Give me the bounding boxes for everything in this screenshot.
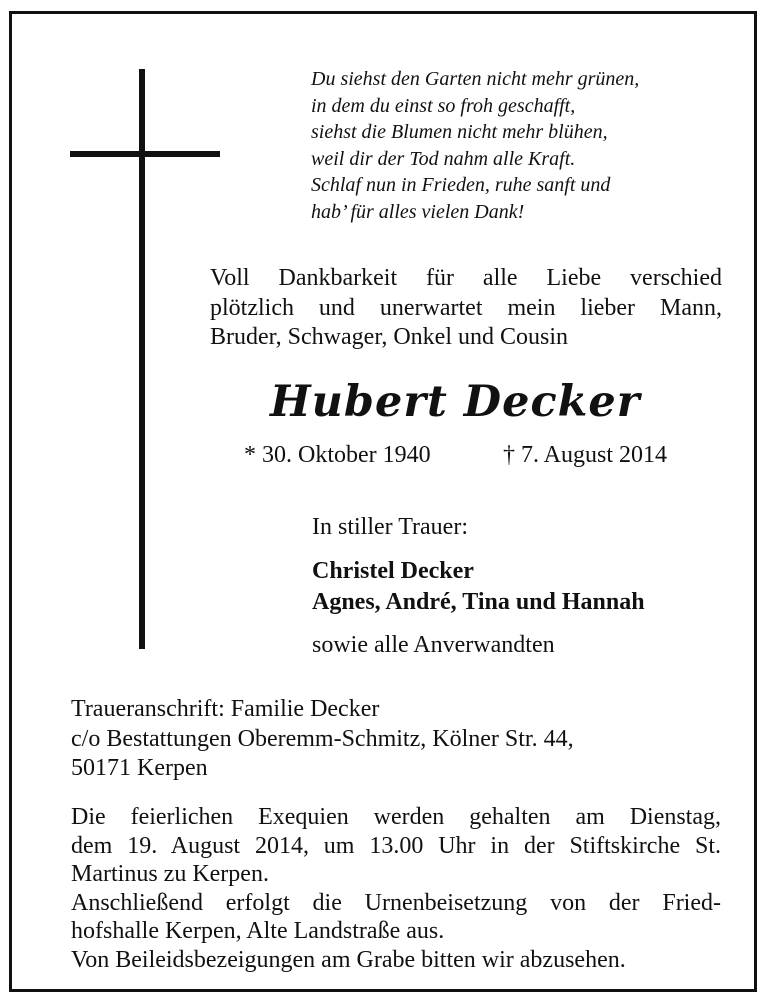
poem-line: in dem du einst so froh geschafft, bbox=[311, 94, 576, 117]
service-line: Martinus zu Kerpen. bbox=[71, 861, 269, 887]
obituary-frame bbox=[9, 11, 757, 992]
service-line: Von Beileidsbezeigungen am Grabe bitten wir abzusehen. bbox=[71, 946, 626, 973]
death-date: † 7. August 2014 bbox=[503, 442, 668, 468]
intro-line: Bruder, Schwager, Onkel und Cousin bbox=[210, 324, 569, 350]
mourning-label: In stiller Trauer: bbox=[312, 514, 468, 540]
address-line: Traueranschrift: Familie Decker bbox=[71, 696, 380, 722]
family-name: Agnes, André, Tina und Hannah bbox=[312, 589, 645, 615]
service-line: Die feierlichen Exequien werden gehalten am Dienstag, bbox=[71, 804, 721, 830]
family-name: Christel Decker bbox=[312, 558, 474, 584]
service-line: hofshalle Kerpen, Alte Landstraße aus. bbox=[71, 918, 445, 944]
service-line: dem 19. August 2014, um 13.00 Uhr in der Stiftskirche St. bbox=[71, 832, 721, 859]
address-line: c/o Bestattungen Oberemm-Schmitz, Kölner Str. 44, bbox=[71, 725, 574, 752]
mourning-address bbox=[71, 695, 721, 784]
poem-line: siehst die Blumen nicht mehr blühen, bbox=[311, 121, 608, 143]
service-line: Anschließend erfolgt die Urnenbeisetzung von der Fried- bbox=[71, 889, 721, 916]
poem-line: Du siehst den Garten nicht mehr grünen, bbox=[311, 68, 640, 90]
intro-line: Voll Dankbarkeit für alle Liebe verschied bbox=[210, 265, 722, 291]
address-line: 50171 Kerpen bbox=[71, 755, 208, 781]
poem bbox=[311, 66, 741, 225]
deceased-name: Hubert Decker bbox=[270, 377, 641, 427]
birth-date: * 30. Oktober 1940 bbox=[244, 442, 431, 468]
cross-icon-bar bbox=[70, 151, 220, 157]
service-info bbox=[71, 803, 721, 974]
poem-line: Schlaf nun in Frieden, ruhe sanft und bbox=[311, 174, 611, 196]
intro-text bbox=[210, 264, 722, 353]
intro-line: plötzlich und unerwartet mein lieber Mann, bbox=[210, 294, 722, 321]
relatives-line: sowie alle Anverwandten bbox=[312, 632, 555, 658]
family-names bbox=[312, 556, 645, 618]
poem-line: hab’ für alles vielen Dank! bbox=[311, 200, 525, 223]
poem-line: weil dir der Tod nahm alle Kraft. bbox=[311, 147, 576, 170]
